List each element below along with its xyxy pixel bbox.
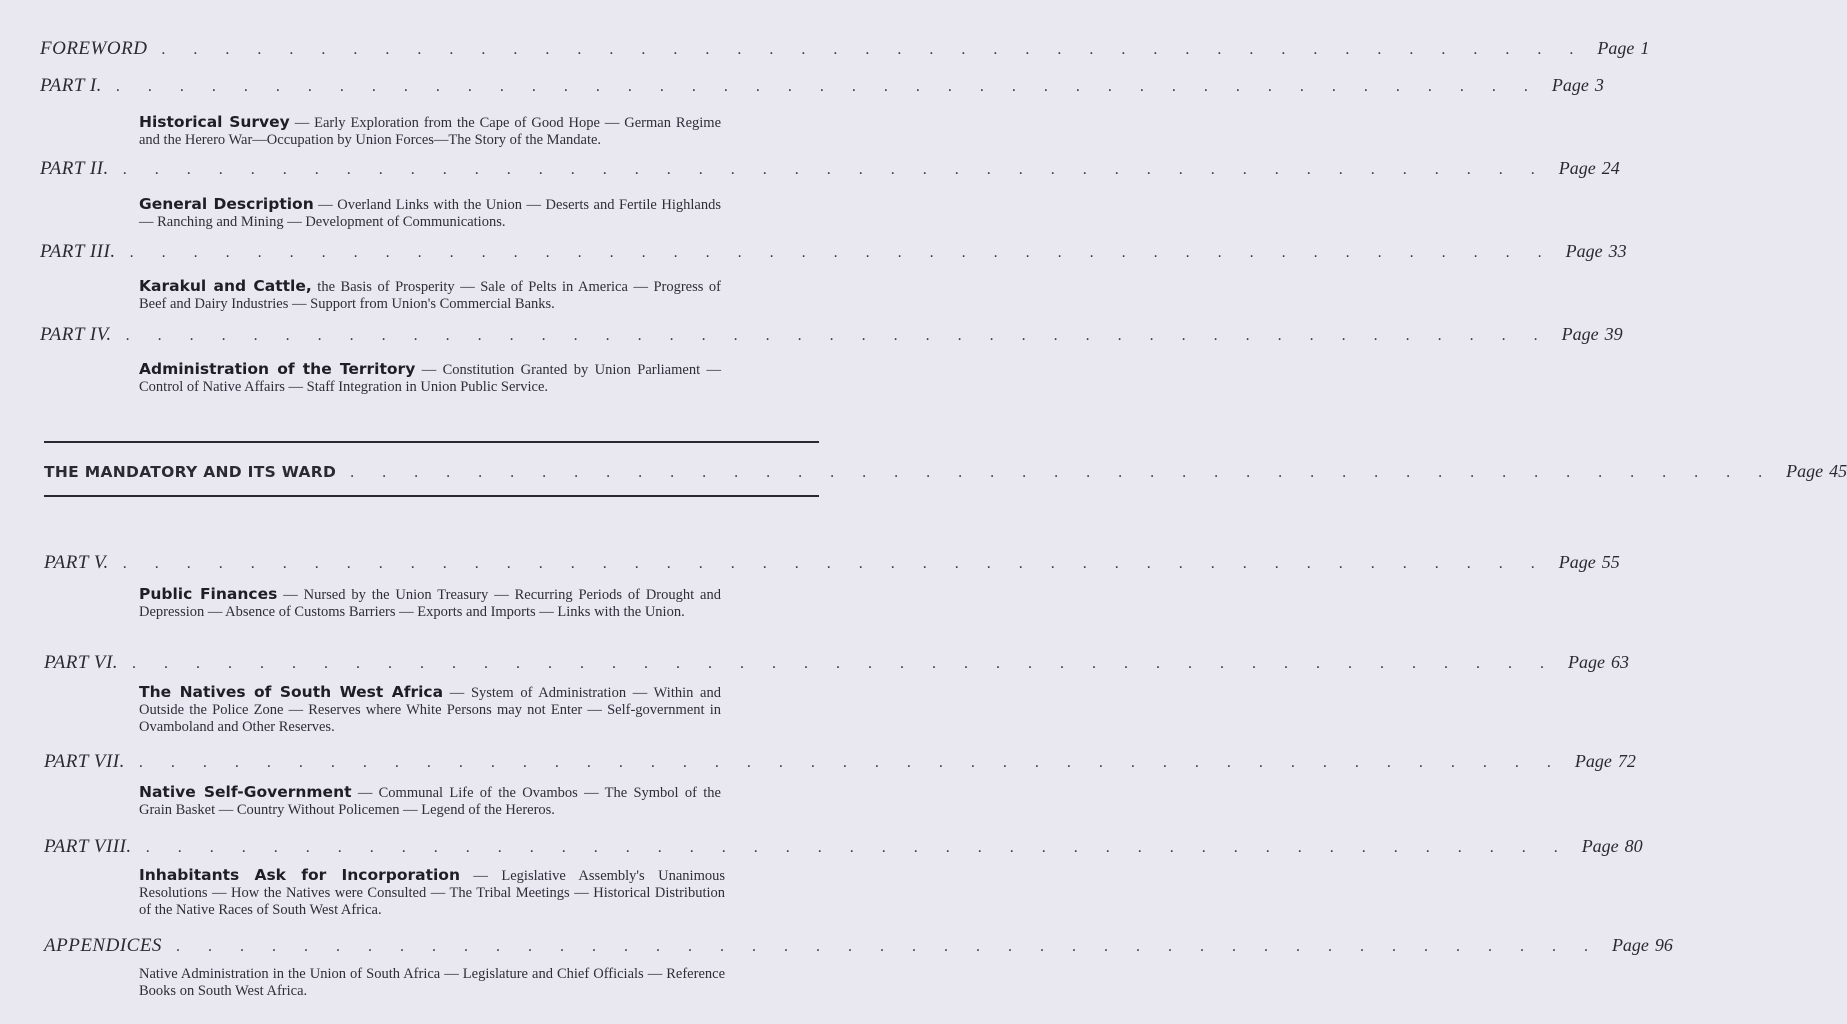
section-summary: — Overland Links with the Union — Deserts and Fertile Highlands — Ranching and Mining — Development of Communications. [139, 197, 721, 230]
dot-leader: . . . . . . . . . . . . . . . . . . . . . . . . . . . . . . . . . . . . . . . . . . . . . [350, 464, 1775, 481]
section-title: The Natives of South West Africa [139, 683, 444, 701]
toc-page-ref [1552, 75, 1604, 96]
toc-entry-part-2[interactable] [40, 158, 1620, 180]
page-number: 1 [1640, 38, 1650, 58]
page-number: 24 [1601, 158, 1620, 178]
page-word: Page [1574, 751, 1612, 771]
toc-entry-label: PART III. [40, 241, 116, 262]
toc-entry-label: PART VIII. [44, 836, 132, 857]
toc-entry-part-6[interactable] [44, 652, 1630, 674]
toc-entry-part-1[interactable] [40, 75, 1604, 97]
toc-entry-part-3[interactable] [40, 241, 1627, 263]
toc-entry-label: FOREWORD [40, 38, 148, 59]
toc-description-part-8 [139, 867, 725, 919]
toc-page-ref [1575, 751, 1636, 772]
page-number: 80 [1624, 836, 1643, 856]
dot-leader: . . . . . . . . . . . . . . . . . . . . . . . . . . . . . . . . . . . . . . . . . . . . . [122, 555, 1547, 572]
section-summary: the Basis of Prosperity — Sale of Pelts in America — Progress of Beef and Dairy Industries — Support from Union's Commercial Banks. [139, 279, 722, 312]
page-number: 55 [1601, 552, 1620, 572]
page-word: Page [1558, 158, 1596, 178]
section-summary: — Legislative Assembly's Unanimous Resolutions — How the Natives were Consulted — The Tribal Meetings — Historical Distribution of the Native Races of South West Africa. [139, 868, 725, 918]
dot-leader: . . . . . . . . . . . . . . . . . . . . . . . . . . . . . . . . . . . . . . . . . . . . . [122, 161, 1547, 178]
toc-description-part-1 [139, 114, 721, 149]
toc-description-part-4 [139, 361, 721, 396]
dot-leader: . . . . . . . . . . . . . . . . . . . . . . . . . . . . . . . . . . . . . . . . . . . . . [161, 41, 1586, 58]
toc-page-ref [1559, 552, 1620, 573]
toc-entry-appendices[interactable] [44, 935, 1673, 957]
toc-description-part-7 [139, 784, 721, 819]
dot-leader: . . . . . . . . . . . . . . . . . . . . . . . . . . . . . . . . . . . . . . . . . . . . . [145, 839, 1570, 856]
page-word: Page [1611, 935, 1649, 955]
toc-entry-label: PART VI. [44, 652, 119, 673]
page-word: Page [1558, 552, 1596, 572]
toc-entry-mandatory[interactable] [44, 461, 1847, 482]
page-number: 96 [1654, 935, 1673, 955]
toc-page-ref [1597, 38, 1649, 59]
dot-leader: . . . . . . . . . . . . . . . . . . . . . . . . . . . . . . . . . . . . . . . . . . . . . [132, 655, 1557, 672]
page-word: Page [1551, 75, 1589, 95]
page-word: Page [1786, 461, 1824, 481]
toc-page-ref [1786, 461, 1847, 482]
toc-entry-label: APPENDICES [44, 935, 162, 956]
page-number: 39 [1604, 324, 1623, 344]
toc-page-ref [1612, 935, 1673, 956]
toc-entry-label: PART I. [40, 75, 102, 96]
section-summary: — Early Exploration from the Cape of Good Hope — German Regime and the Herero War—Occupation by Union Forces—The Story of the Mandate. [139, 115, 722, 148]
toc-entry-label: PART IV. [40, 324, 112, 345]
page-word: Page [1561, 324, 1599, 344]
toc-entry-label: PART VII. [44, 751, 125, 772]
toc-description-part-3 [139, 278, 721, 313]
dot-leader: . . . . . . . . . . . . . . . . . . . . . . . . . . . . . . . . . . . . . . . . . . . . . [175, 938, 1600, 955]
toc-entry-part-7[interactable] [44, 751, 1636, 773]
toc-description-part-2 [139, 196, 721, 231]
page-word: Page [1597, 38, 1635, 58]
dot-leader: . . . . . . . . . . . . . . . . . . . . . . . . . . . . . . . . . . . . . . . . . . . . . [138, 754, 1563, 771]
page-number: 63 [1611, 652, 1630, 672]
section-title: General Description [139, 195, 314, 213]
toc-description-appendices [139, 966, 725, 1000]
section-title: Administration of the Territory [139, 360, 416, 378]
page-number: 33 [1608, 241, 1627, 261]
section-summary: — Constitution Granted by Union Parliament — Control of Native Affairs — Staff Integration in Union Public Service. [139, 362, 721, 395]
toc-page-ref [1582, 836, 1643, 857]
toc-page-ref [1568, 652, 1629, 673]
toc-entry-foreword[interactable] [40, 38, 1650, 60]
section-title: Native Self-Government [139, 783, 352, 801]
toc-entry-label: PART V. [44, 552, 109, 573]
section-divider-bottom [44, 495, 819, 497]
section-title: Public Finances [139, 585, 278, 603]
section-summary: — System of Administration — Within and Outside the Police Zone — Reserves where White Persons may not Enter — Self-government in Ovamboland and Other Reserves. [139, 685, 721, 735]
dot-leader: . . . . . . . . . . . . . . . . . . . . . . . . . . . . . . . . . . . . . . . . . . . . . [125, 327, 1550, 344]
toc-entry-part-5[interactable] [44, 552, 1620, 574]
page-word: Page [1565, 241, 1603, 261]
toc-page-ref [1562, 324, 1623, 345]
section-title: Karakul and Cattle, [139, 277, 312, 295]
toc-description-part-5 [139, 586, 721, 621]
dot-leader: . . . . . . . . . . . . . . . . . . . . . . . . . . . . . . . . . . . . . . . . . . . . . [115, 78, 1540, 95]
toc-entry-label: PART II. [40, 158, 109, 179]
page-word: Page [1568, 652, 1606, 672]
page-word: Page [1581, 836, 1619, 856]
section-summary: — Communal Life of the Ovambos — The Symbol of the Grain Basket — Country Without Policemen — Legend of the Hereros. [139, 785, 721, 818]
section-summary: Native Administration in the Union of South Africa — Legislature and Chief Officials — Reference Books on South West Africa. [139, 966, 725, 999]
section-title: Inhabitants Ask for Incorporation [139, 866, 460, 884]
page-number: 72 [1617, 751, 1636, 771]
dot-leader: . . . . . . . . . . . . . . . . . . . . . . . . . . . . . . . . . . . . . . . . . . . . . [129, 244, 1554, 261]
page-number: 3 [1594, 75, 1604, 95]
section-summary: — Nursed by the Union Treasury — Recurring Periods of Drought and Depression — Absence of Customs Barriers — Exports and Imports — Links with the Union. [139, 587, 721, 620]
toc-entry-part-8[interactable] [44, 836, 1643, 858]
page-number: 45 [1829, 461, 1847, 481]
toc-entry-label: THE MANDATORY AND ITS WARD [44, 463, 337, 481]
toc-description-part-6 [139, 684, 721, 736]
section-divider-top [44, 441, 819, 443]
toc-entry-part-4[interactable] [40, 324, 1623, 346]
section-title: Historical Survey [139, 113, 290, 131]
toc-page-ref [1566, 241, 1627, 262]
toc-page-ref [1559, 158, 1620, 179]
